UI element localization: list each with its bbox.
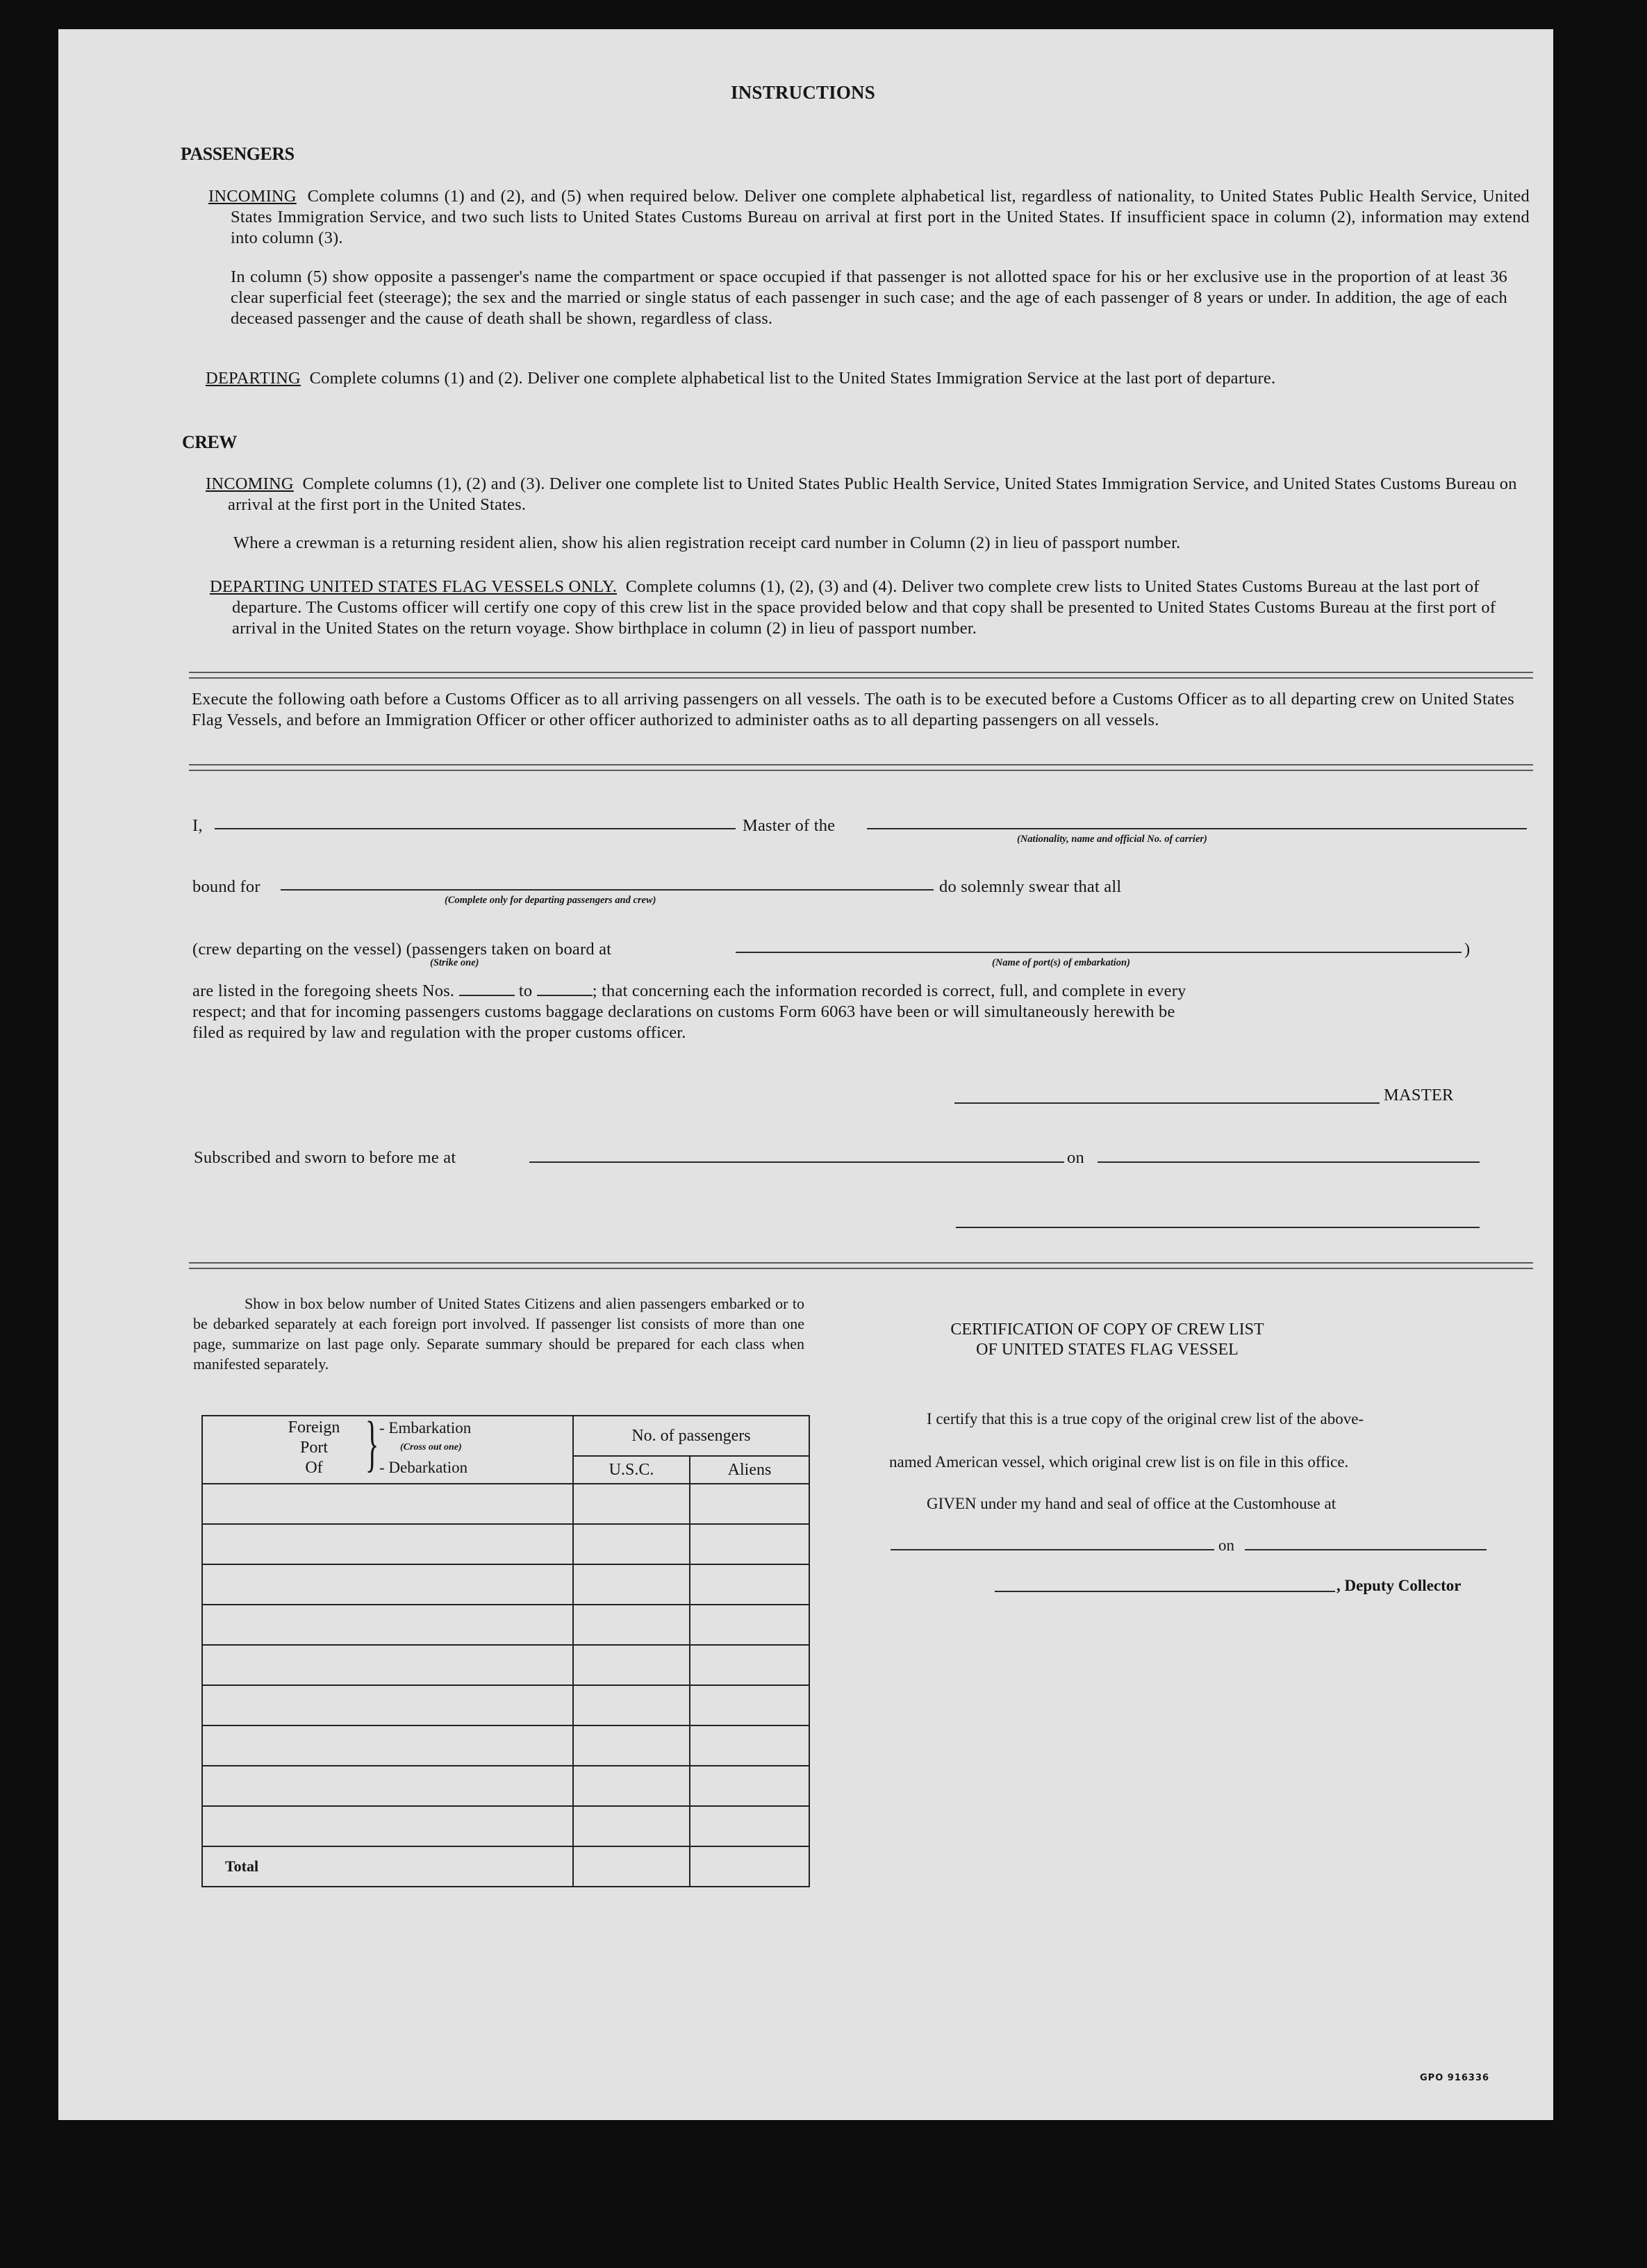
customhouse-field[interactable]	[891, 1549, 1214, 1550]
solemnly-swear-label: do solemnly swear that all	[939, 877, 1122, 896]
passengers-heading: PASSENGERS	[181, 144, 295, 164]
usc-cell[interactable]	[573, 1725, 690, 1766]
certification-title-1: CERTIFICATION OF COPY OF CREW LIST	[950, 1321, 1264, 1339]
table-row	[202, 1524, 809, 1564]
complete-only-note: (Complete only for departing passengers and crew)	[445, 895, 656, 906]
total-row	[202, 1846, 809, 1887]
deputy-collector-signature-field[interactable]	[995, 1591, 1335, 1592]
port-cell[interactable]	[202, 1685, 573, 1725]
table-row	[202, 1645, 809, 1685]
aliens-cell[interactable]	[690, 1645, 809, 1685]
aliens-cell[interactable]	[690, 1685, 809, 1725]
brace-icon: }	[365, 1409, 379, 1478]
crew-departing-text: Complete columns (1), (2), (3) and (4). Deliver two complete crew lists to United States Customs Bureau at the last port of departure. The Customs officer will certify one copy of this crew list in the space provided below and that copy shall be presented to United States Customs Bureau at the first port of arrival in the United States on the return voyage. Show birthplace in column (2) in lieu of passport number.	[232, 577, 1496, 638]
usc-cell[interactable]	[573, 1564, 690, 1605]
strike-one-note: (Strike one)	[430, 957, 479, 968]
sworn-place-field[interactable]	[529, 1161, 1064, 1163]
table-row	[202, 1484, 809, 1524]
aliens-header: Aliens	[690, 1456, 809, 1484]
summary-intro: Show in box below number of United States Citizens and alien passengers embarked or to be debarked separately at each foreign port involved. If passenger list consists of more than one page, summarize on last page only. Separate summary should be prepared for each class when manifested separately.	[193, 1295, 804, 1373]
port-cell[interactable]	[202, 1725, 573, 1766]
officer-signature-field[interactable]	[956, 1227, 1480, 1228]
bound-for-field[interactable]	[281, 889, 934, 891]
sheet-from-field[interactable]	[459, 981, 515, 996]
divider	[189, 672, 1533, 679]
passenger-summary-table	[201, 1409, 810, 1887]
passengers-departing-label: DEPARTING	[206, 369, 301, 388]
certification-line-2: named American vessel, which original crew list is on file in this office.	[889, 1453, 1349, 1471]
certification-date-field[interactable]	[1245, 1549, 1487, 1550]
form-sheet	[58, 29, 1553, 2120]
total-aliens-cell[interactable]	[690, 1846, 809, 1887]
crew-incoming-label: INCOMING	[206, 474, 294, 493]
table-row	[202, 1766, 809, 1806]
to-label: to	[518, 982, 533, 1000]
oath-listed-text	[192, 981, 1515, 1002]
total-usc-cell[interactable]	[573, 1846, 690, 1887]
master-name-field[interactable]	[215, 828, 736, 829]
usc-header: U.S.C.	[573, 1456, 690, 1484]
table-row	[202, 1725, 809, 1766]
port-cell[interactable]	[202, 1605, 573, 1645]
passengers-departing	[206, 368, 1530, 389]
foreign-label: Foreign	[288, 1418, 340, 1437]
certification-on-label: on	[1218, 1537, 1234, 1554]
aliens-cell[interactable]	[690, 1725, 809, 1766]
oath-text-c: respect; and that for incoming passengers customs baggage declarations on customs Form 6063 have been or will simultaneously herewith be	[192, 1002, 1175, 1021]
master-of-the-label: Master of the	[743, 816, 836, 835]
of-label: Of	[305, 1459, 323, 1477]
nationality-note: (Nationality, name and official No. of carrier)	[1017, 834, 1207, 845]
aliens-cell[interactable]	[690, 1484, 809, 1524]
certification-line-1: I certify that this is a true copy of the original crew list of the above-	[927, 1410, 1364, 1427]
oath-instructions: Execute the following oath before a Customs Officer as to all arriving passengers on all vessels. The oath is to be executed before a Customs Officer as to all departing crew on United States Flag Vessels, and before an Immigration Officer or other officer authorized to administer oaths as to all departing passengers on all vessels.	[192, 690, 1514, 729]
oath-text-b: ; that concerning each the information recorded is correct, full, and complete in every	[592, 982, 1186, 1000]
port-cell[interactable]	[202, 1524, 573, 1564]
deputy-collector-label: , Deputy Collector	[1336, 1577, 1462, 1594]
oath-text-d: filed as required by law and regulation with the proper customs officer.	[192, 1023, 686, 1042]
usc-cell[interactable]	[573, 1685, 690, 1725]
aliens-cell[interactable]	[690, 1766, 809, 1806]
foreign-port-header	[202, 1409, 573, 1484]
usc-cell[interactable]	[573, 1766, 690, 1806]
usc-cell[interactable]	[573, 1605, 690, 1645]
sheet-to-field[interactable]	[537, 981, 593, 996]
footer-code: GPO 916336	[1420, 2073, 1490, 2083]
crew-passengers-label: (crew departing on the vessel) (passengers taken on board at	[192, 940, 612, 959]
crew-departing	[210, 577, 1530, 639]
no-passengers-header: No. of passengers	[573, 1416, 809, 1456]
crew-incoming	[206, 474, 1530, 515]
usc-cell[interactable]	[573, 1806, 690, 1846]
crew-heading: CREW	[182, 432, 237, 452]
table-row	[202, 1806, 809, 1846]
master-label: MASTER	[1384, 1086, 1454, 1104]
sworn-date-field[interactable]	[1098, 1161, 1480, 1163]
port-cell[interactable]	[202, 1806, 573, 1846]
certification-title	[864, 1320, 1350, 1360]
subscribed-label: Subscribed and sworn to before me at	[194, 1148, 456, 1167]
usc-cell[interactable]	[573, 1484, 690, 1524]
table-row	[202, 1605, 809, 1645]
passengers-column5-note: In column (5) show opposite a passenger's name the compartment or space occupied if that passenger is not allotted space for his or her exclusive use in the proportion of at least 36 clear superficial feet (steerage); the sex and the married or single status of each passenger in such case; and the age of each passenger of 8 years or under. In addition, the age of each deceased passenger and the cause of death shall be shown, regardless of class.	[231, 267, 1507, 328]
port-cell[interactable]	[202, 1645, 573, 1685]
crew-resident-alien-note: Where a crewman is a returning resident alien, show his alien registration receipt card number in Column (2) in lieu of passport number.	[233, 533, 1181, 552]
certification-line-3: GIVEN under my hand and seal of office at the Customhouse at	[927, 1495, 1336, 1512]
oath-i-label: I,	[192, 816, 203, 835]
port-cell[interactable]	[202, 1484, 573, 1524]
aliens-cell[interactable]	[690, 1806, 809, 1846]
total-label: Total	[202, 1846, 573, 1887]
aliens-cell[interactable]	[690, 1605, 809, 1645]
debarkation-label: - Debarkation	[379, 1459, 468, 1476]
crew-departing-label: DEPARTING UNITED STATES FLAG VESSELS ONLY.	[210, 577, 618, 596]
port-cell[interactable]	[202, 1564, 573, 1605]
divider	[189, 1262, 1533, 1269]
usc-cell[interactable]	[573, 1645, 690, 1685]
master-signature-field[interactable]	[954, 1102, 1380, 1104]
table-row	[202, 1564, 809, 1605]
aliens-cell[interactable]	[690, 1564, 809, 1605]
divider	[189, 764, 1533, 771]
carrier-field[interactable]	[867, 828, 1527, 829]
certification-title-2: OF UNITED STATES FLAG VESSEL	[976, 1341, 1239, 1359]
close-paren: )	[1464, 940, 1471, 959]
passengers-incoming-text: Complete columns (1) and (2), and (5) when required below. Deliver one complete alphabetical list, regardless of nationality, to United States Public Health Service, United States Immigration Service, and two such lists to United States Customs Bureau on arrival at first port in the United States. If insufficient space in column (2), information may extend into column (3).	[231, 187, 1530, 247]
passengers-incoming	[208, 186, 1530, 249]
crew-incoming-text: Complete columns (1), (2) and (3). Deliver one complete list to United States Public Health Service, United States Immigration Service, and United States Customs Bureau on arrival at the first port in the United States.	[228, 474, 1517, 514]
passengers-departing-text: Complete columns (1) and (2). Deliver one complete alphabetical list to the United States Immigration Service at the last port of departure.	[309, 369, 1276, 388]
page-title: INSTRUCTIONS	[731, 82, 875, 103]
cross-out-note: (Cross out one)	[400, 1442, 462, 1452]
on-label: on	[1067, 1148, 1084, 1167]
port-label: Port	[299, 1439, 328, 1457]
port-note: (Name of port(s) of embarkation)	[992, 957, 1130, 968]
usc-cell[interactable]	[573, 1524, 690, 1564]
embarkation-port-field[interactable]	[736, 952, 1462, 953]
port-cell[interactable]	[202, 1766, 573, 1806]
embarkation-label: - Embarkation	[379, 1419, 472, 1437]
table-row	[202, 1685, 809, 1725]
passengers-incoming-label: INCOMING	[208, 187, 297, 206]
sheets-label: are listed in the foregoing sheets Nos.	[192, 982, 455, 1000]
bound-for-label: bound for	[192, 877, 260, 896]
aliens-cell[interactable]	[690, 1524, 809, 1564]
